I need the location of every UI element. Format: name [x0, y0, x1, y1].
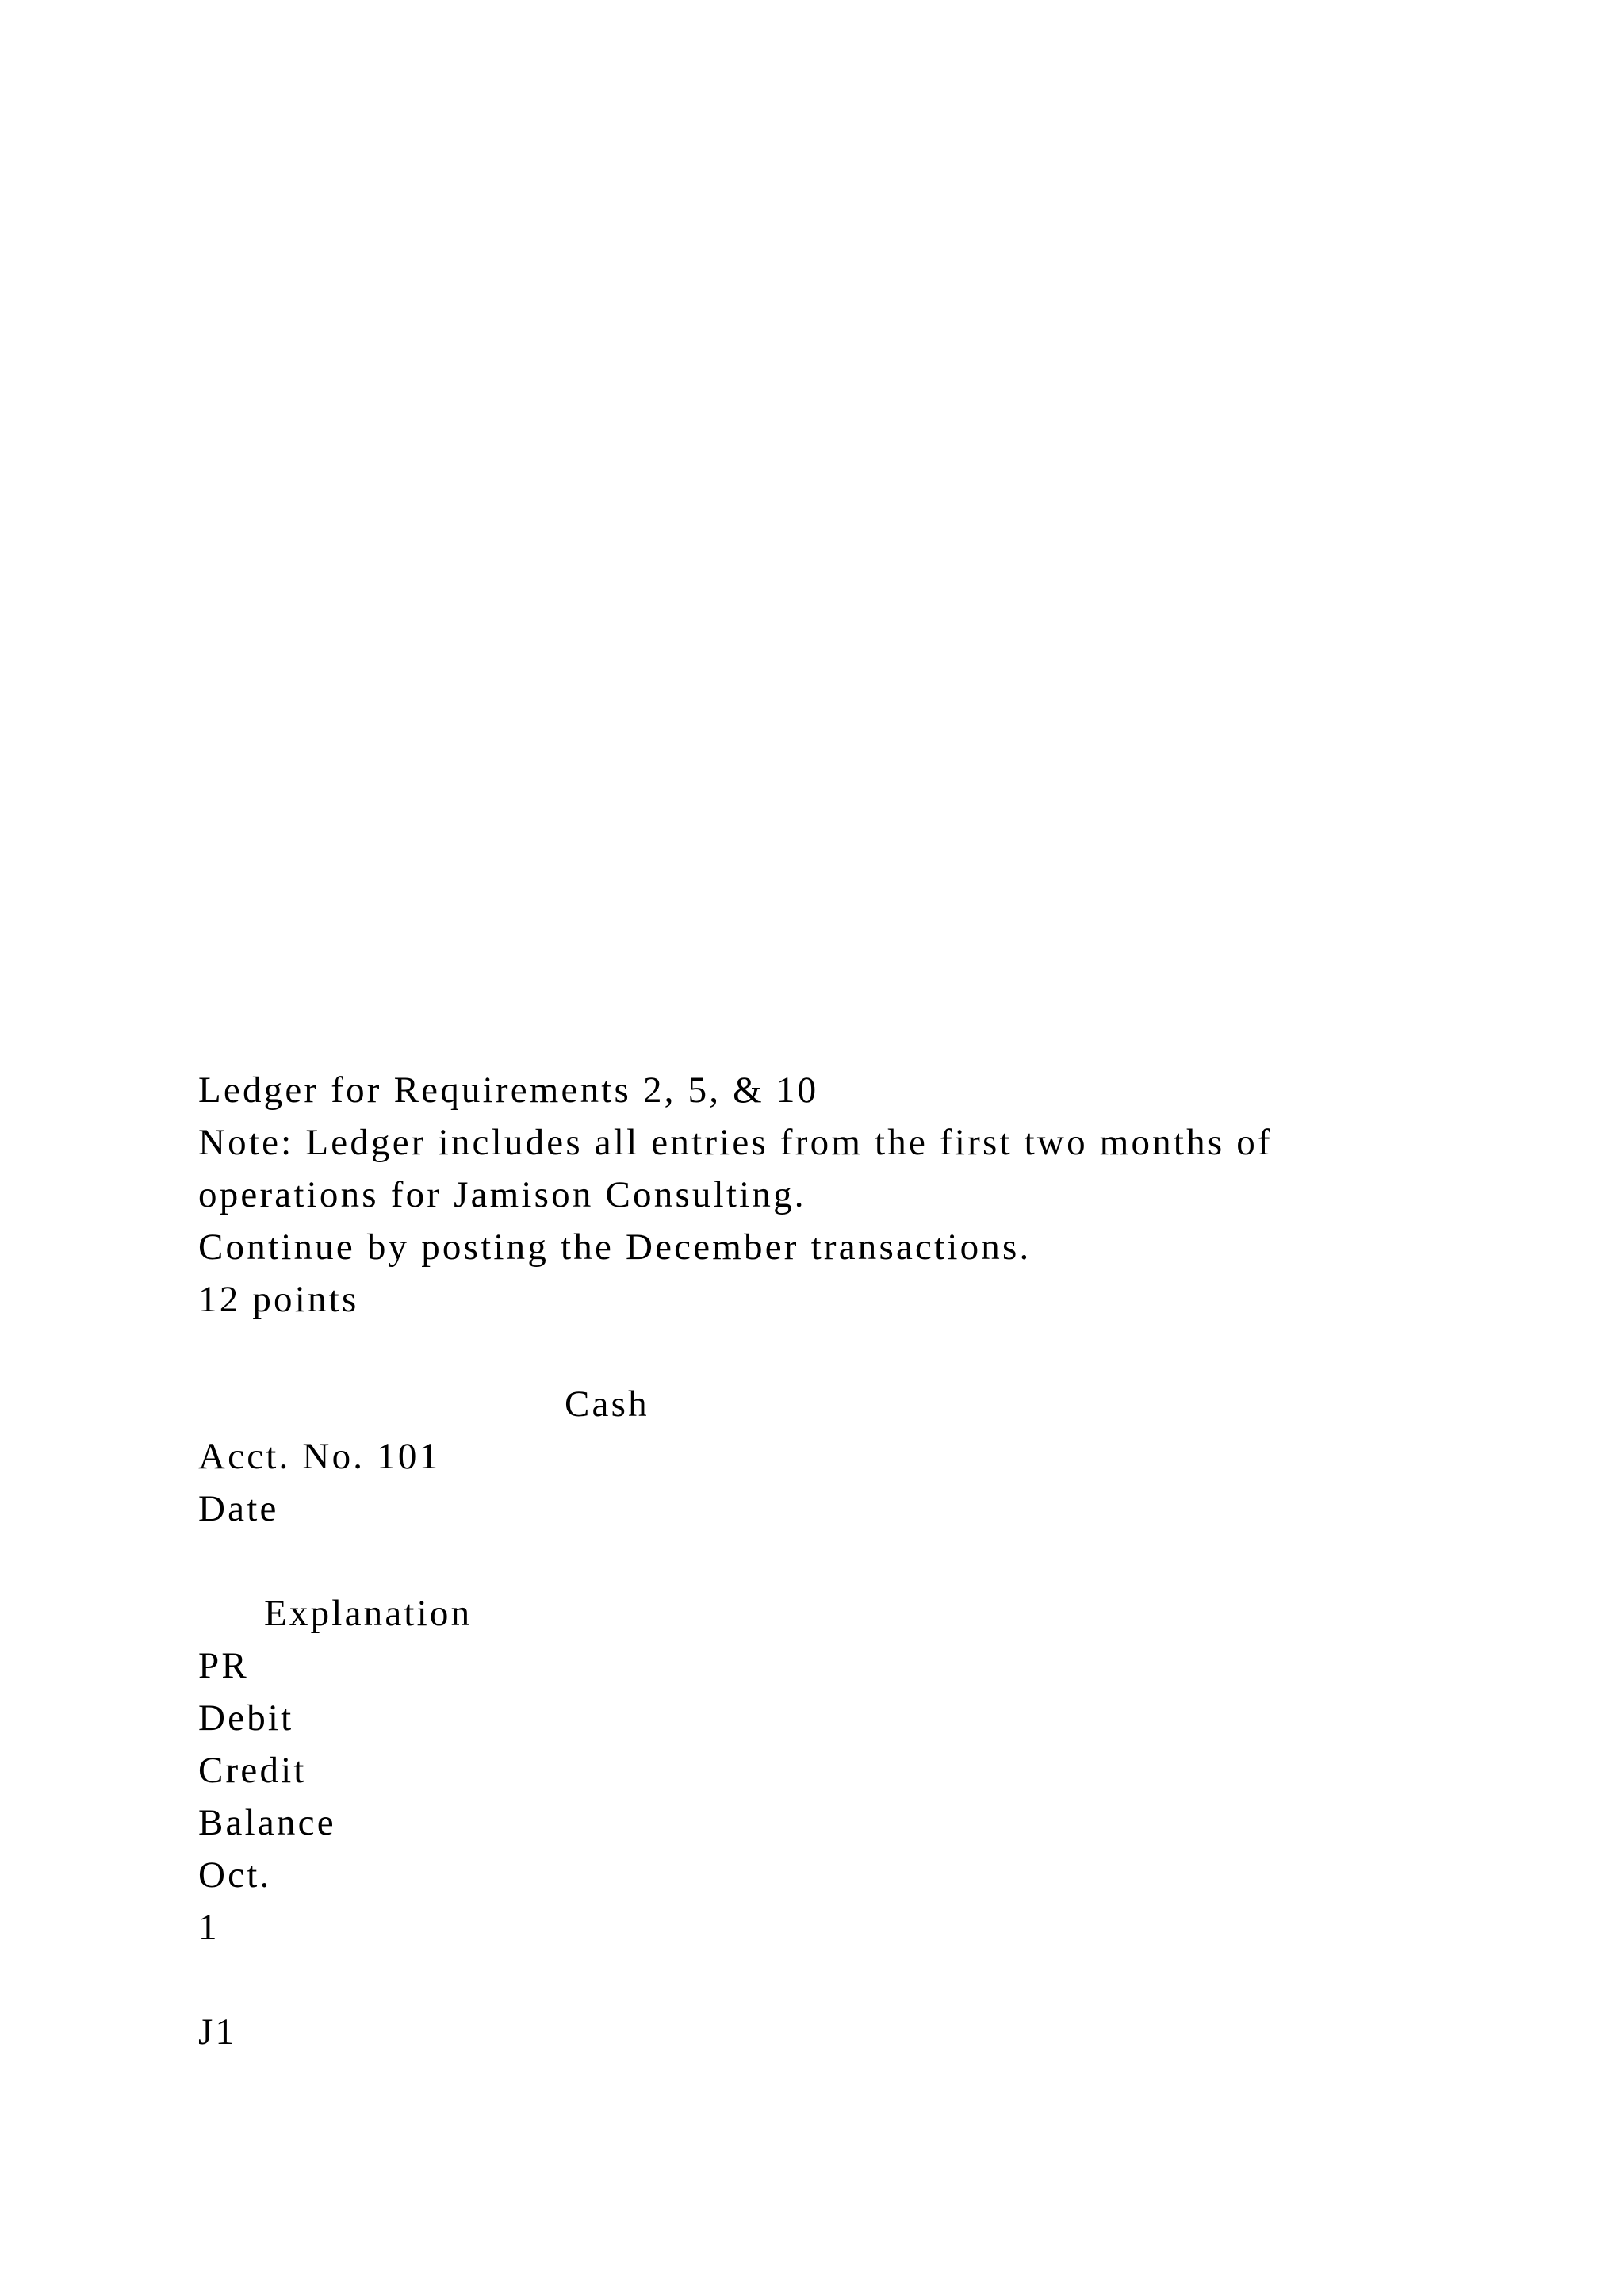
column-header-date: Date [198, 1488, 279, 1529]
note-line-1: Note: Ledger includes all entries from the first two months of [198, 1122, 1273, 1163]
account-number: Acct. No. 101 [198, 1436, 441, 1477]
note-line-2: operations for Jamison Consulting. [198, 1174, 806, 1215]
instruction-text: Continue by posting the December transactions. [198, 1226, 1032, 1268]
entry-day: 1 [198, 1907, 220, 1948]
account-name: Cash [565, 1383, 649, 1425]
entry-month: Oct. [198, 1854, 272, 1896]
column-header-debit: Debit [198, 1697, 294, 1739]
points-label: 12 points [198, 1279, 359, 1320]
column-header-credit: Credit [198, 1750, 307, 1791]
entry-pr: J1 [198, 2011, 237, 2053]
column-header-pr: PR [198, 1645, 249, 1686]
ledger-heading: Ledger for Requirements 2, 5, & 10 [198, 1070, 819, 1111]
column-header-balance: Balance [198, 1802, 336, 1843]
column-header-explanation: Explanation [264, 1593, 473, 1634]
